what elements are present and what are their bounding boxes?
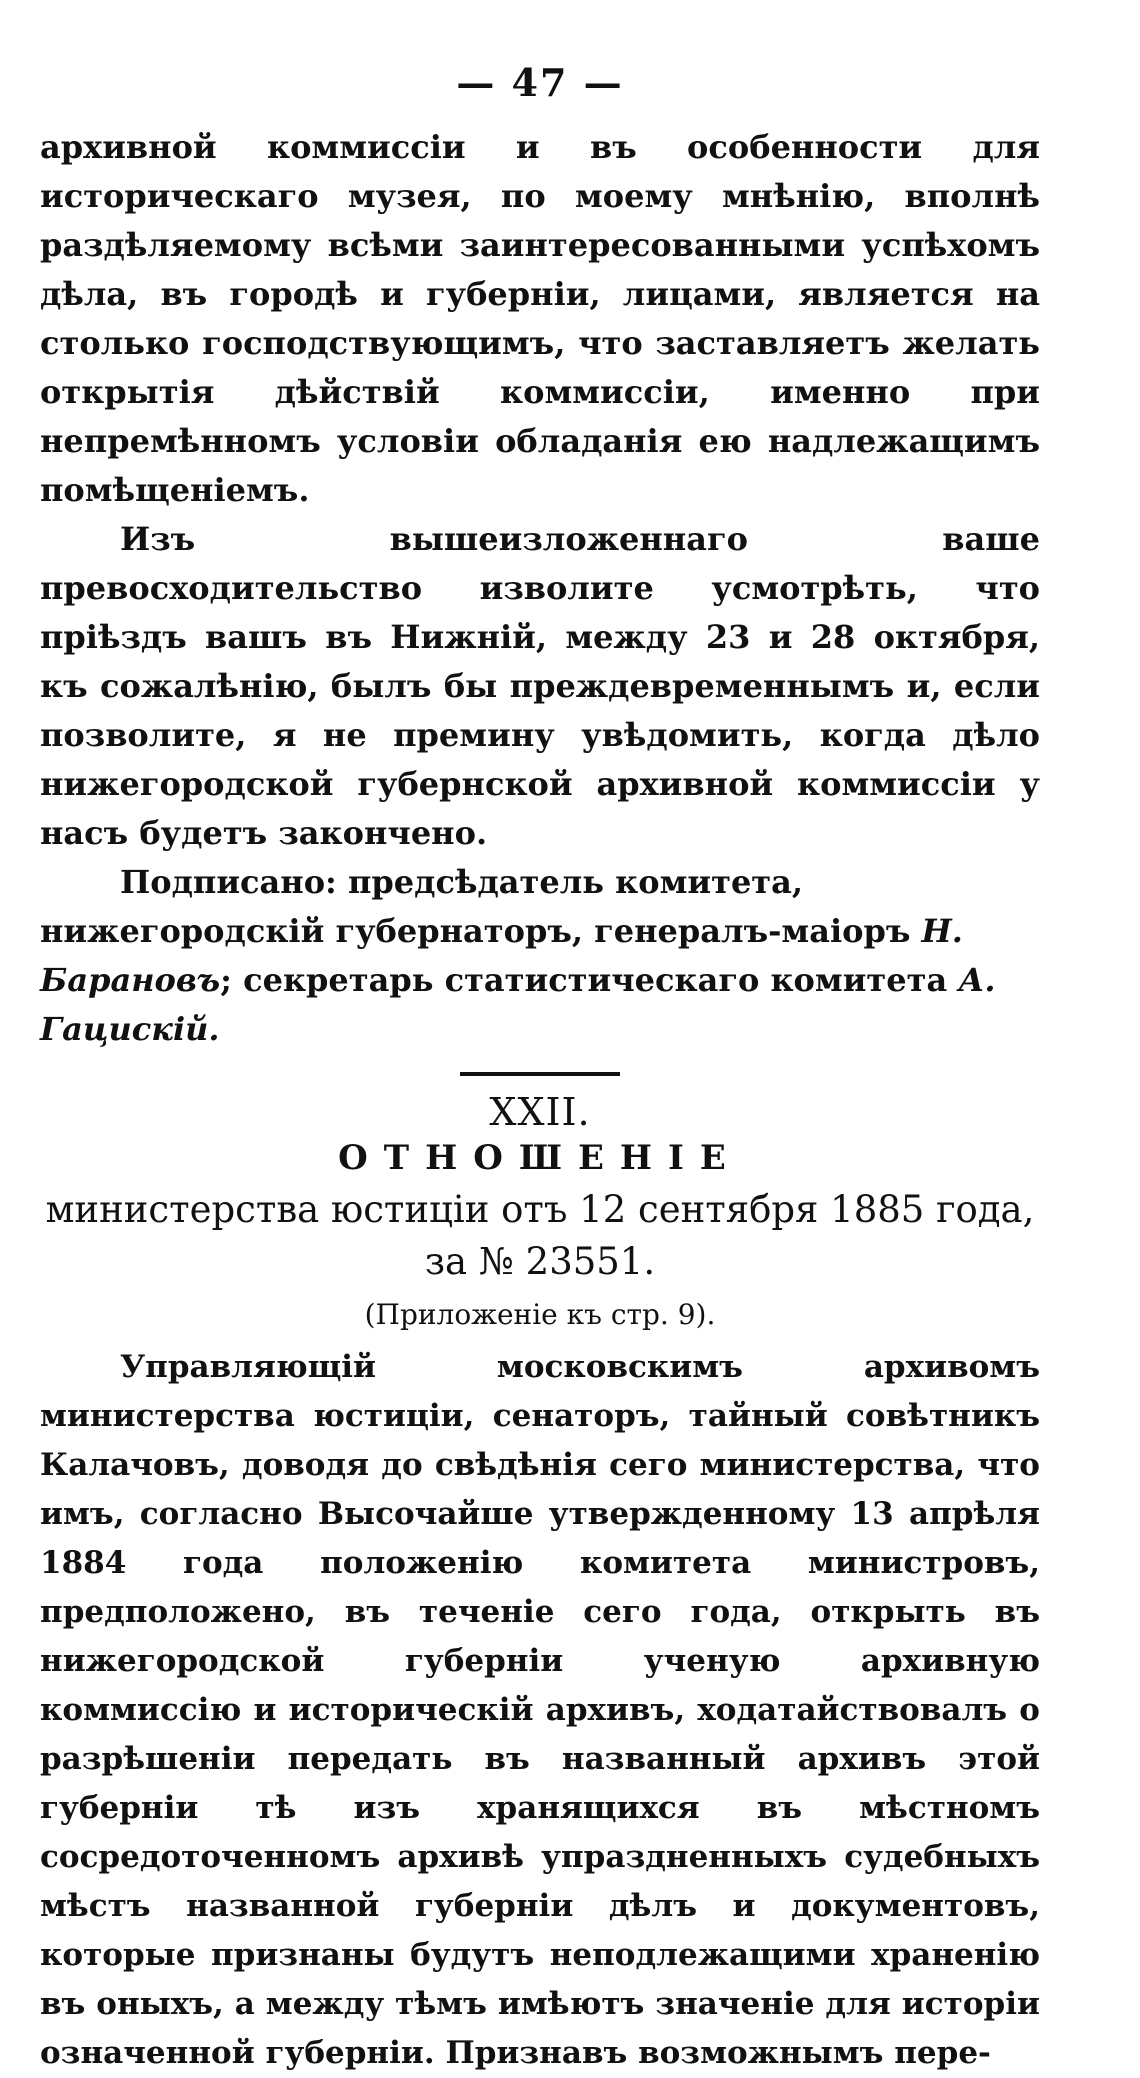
page-number: — 47 — [456,60,624,105]
document-page [40,60,1040,2078]
signature-middle: ; секретарь статистическаго комитета [220,961,948,999]
signature-name-2: А. Гацискій. [40,961,996,1048]
section-title: ОТНОШЕНІЕ [338,1138,742,1178]
paragraph-top-2: Изъ вышеизложеннаго ваше превосходительство изволите усмотрѣть, что пріѣздъ вашъ въ Нижній, между 23 и 28 октября, къ сожалѣнію, былъ бы преждевременнымъ и, если позволите, я не премину увѣдомить, когда дѣло нижегородской губернской архивной коммиссіи у насъ будетъ закончено. [40,520,1040,852]
section-subtitle: министерства юстиціи отъ 12 сентября 1885 года, за № 23551. [45,1188,1035,1283]
paragraph-top-1: архивной коммиссіи и въ особенности для историческаго музея, по моему мнѣнію, вполнѣ раздѣляемому всѣми заинтересованными успѣхомъ дѣла, въ городѣ и губерніи, лицами, является на столько господствующимъ, что заставляетъ желать открытія дѣйствій коммиссіи, именно при непремѣнномъ условіи обладанія ею надлежащимъ помѣщеніемъ. [40,128,1040,509]
paragraph-bottom: Управляющій московскимъ архивомъ министерства юстиціи, сенаторъ, тайный совѣтникъ Калачовъ, доводя до свѣдѣнія сего министерства, что имъ, согласно Высочайше утвержденному 13 апрѣля 1884 года положенію комитета министровъ, предположено, въ теченіе сего года, открыть въ нижегородской губерніи ученую архивную коммиссію и историческій архивъ, ходатайствовалъ о разрѣшеніи передать въ названный архивъ этой губерніи тѣ изъ хранящихся въ мѣстномъ сосредоточенномъ архивѣ упраздненныхъ судебныхъ мѣстъ названной губерніи дѣлъ и документовъ, которые признаны будутъ неподлежащими храненію въ оныхъ, а между тѣмъ имѣютъ значеніе для исторіи означенной губерніи. Признавъ возможнымъ пере- [40,1349,1040,2071]
section-divider [460,1072,620,1076]
section-number: XXII. [489,1090,591,1134]
signature-prefix: Подписано: предсѣдатель комитета, нижегородскій губернаторъ, генералъ-маіоръ [40,863,911,950]
appendix-note: (Приложеніе къ стр. 9). [364,1298,716,1331]
signature-name-1: Н. Барановъ [40,912,963,999]
signature-block [40,858,1040,1054]
